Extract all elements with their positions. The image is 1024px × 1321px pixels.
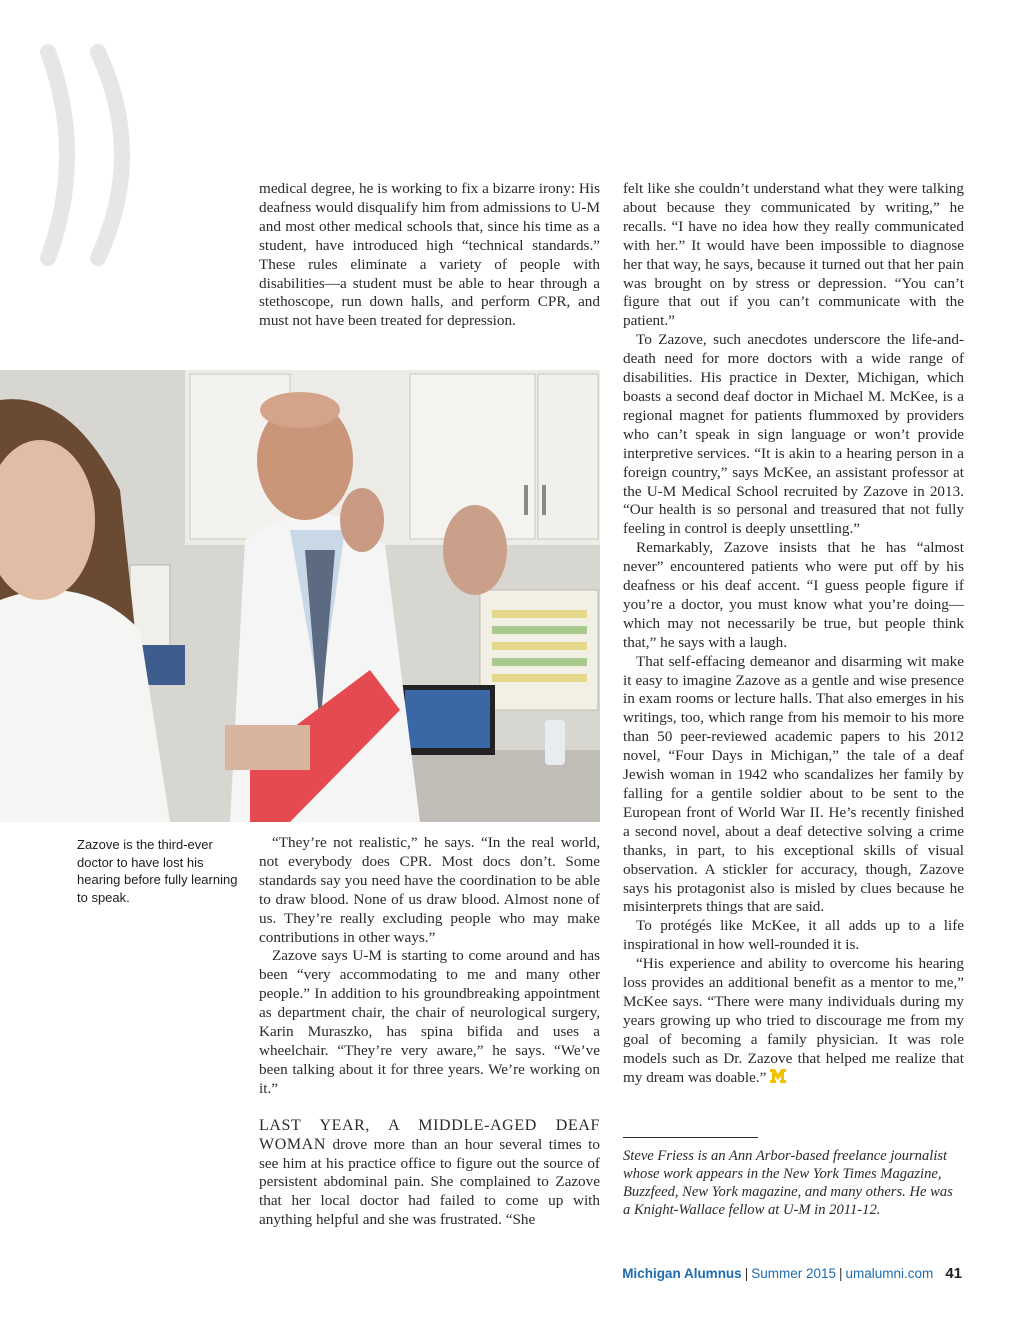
page-footer [622,1265,962,1282]
section-lead-caps: LAST YEAR, A MIDDLE-AGED DEAF WOMAN [259,1116,600,1153]
paragraph: medical degree, he is working to fix a bizarre irony: His deafness would disqualify him from admissions to U-M and most other medical schools that, since his time as a student, have introduced high “technical standards.” These rules eliminate a variety of people with disabilities—a student must be able to hear through a stethoscope, run down halls, and perform CPR, and must not have been treated for depression. [259,180,600,330]
article-column-bottom [259,834,600,1230]
photo-caption: Zazove is the third-ever doctor to have lost his hearing before fully learning to speak. [77,837,238,905]
footer-separator: | [744,1266,749,1281]
paragraph: To protégés like McKee, it all adds up to a life inspirational in how well-rounded it is. [623,917,964,954]
paragraph: To Zazove, such anecdotes underscore the life-and-death need for more doctors with a wide range of disabilities. His practice in Dexter, Michigan, which boasts a second deaf doctor in Michael M. McKee, is a regional magnet for patients flummoxed by providers who can’t speak in sign language or won’t provide interpretive services. “It is akin to a hearing person in a foreign country,” says McKee, an assistant professor at the U-M Medical School recruited by Zazove in 2013. “Our health is so personal and treasured that not fully feeling in control is deeply unsettling.” [623,331,964,538]
page-number: 41 [945,1265,962,1282]
paragraph: “They’re not realistic,” he says. “In the real world, not everybody does CPR. Most docs don’t. Some standards say you need have the coordination to be able to draw blood. None of us draw blood. Almost none of us. They’re really excluding people who may make contributions in other ways.” [259,834,600,946]
magazine-name: Michigan Alumnus [622,1266,742,1281]
author-bio: Steve Friess is an Ann Arbor-based freelance journalist whose work appears in the New York Times Magazine, Buzzfeed, New York magazine, and many others. He was a Knight-Wallace fellow at U-M in 2011-12. [623,1148,953,1218]
paragraph: That self-effacing demeanor and disarming wit make it easy to imagine Zazove as a gentle and wise presence in exam rooms or lecture halls. That also emerges in his writings, too, which range from his memoir to his more than 50 peer-reviewed academic papers to his 2012 novel, “Four Days in Michigan,” the tale of a deaf Jewish woman in 1942 who scandalizes her family by falling for a gentile soldier about to be sent to the European front of World War II. He’s recently finished a second novel, about a deaf detective solving a crime thanks, in part, to his exceptional skills of visual observation. A stickler for accuracy, though, Zazove says his protagonist also is misled by clues because he misinterprets things that are said. [623,652,964,916]
sound-wave-decoration [20,40,150,270]
paragraph: Zazove says U-M is starting to come around and has been “very accommodating to me and many other people.” In addition to his groundbreaking appointment as department chair, the chair of neurological surgery, Karin Muraszko, has spina bifida and uses a wheelchair. “They’re very aware,” he says. “We’ve been talking about it for three years. We’re working on it.” [259,947,600,1097]
section-lead-text: drove more than an hour several times to see him at his practice office to figure out the source of persistent abdominal pain. She complained to Zazove that her local doctor had failed to come up with anything helpful and she was frustrated. “She [259,1135,600,1229]
website: umalumni.com [845,1266,934,1281]
closing-paragraph [623,955,964,1087]
bio-divider [623,1137,758,1138]
article-column-top [259,180,600,331]
footer-separator: | [839,1266,843,1281]
block-m-end-mark-icon [770,1069,786,1083]
issue-date: Summer 2015 [751,1266,837,1281]
paragraph: felt like she couldn’t understand what they were talking about because they communicated by writing,” he recalls. “I have no idea how they really communicated with her.” It would have been impossible to diagnose her that way, he says, because it turned out that her pain was brought on by stress or depression. “You can’t figure that out if you can’t communicate with the patient.” [623,180,964,330]
section-lead-paragraph [259,1117,600,1230]
article-column-right [623,180,964,1088]
paragraph: Remarkably, Zazove insists that he has “almost never” encountered patients who were put off by his deafness or his deaf accent. “I guess people figure if you’re a doctor, you must know what you’re doing—which may not necessarily be true, but people think that,” he says with a laugh. [623,539,964,651]
doctor-photo [0,370,600,822]
closing-text: “His experience and ability to overcome his hearing loss provides an additional benefit as a mentor to me,” McKee says. “There were many individuals during my years growing up who tried to discourage me from my goal of becoming a family physician. It was role models such as Dr. Zazove that helped me realize that my dream was doable.” [623,955,964,1086]
